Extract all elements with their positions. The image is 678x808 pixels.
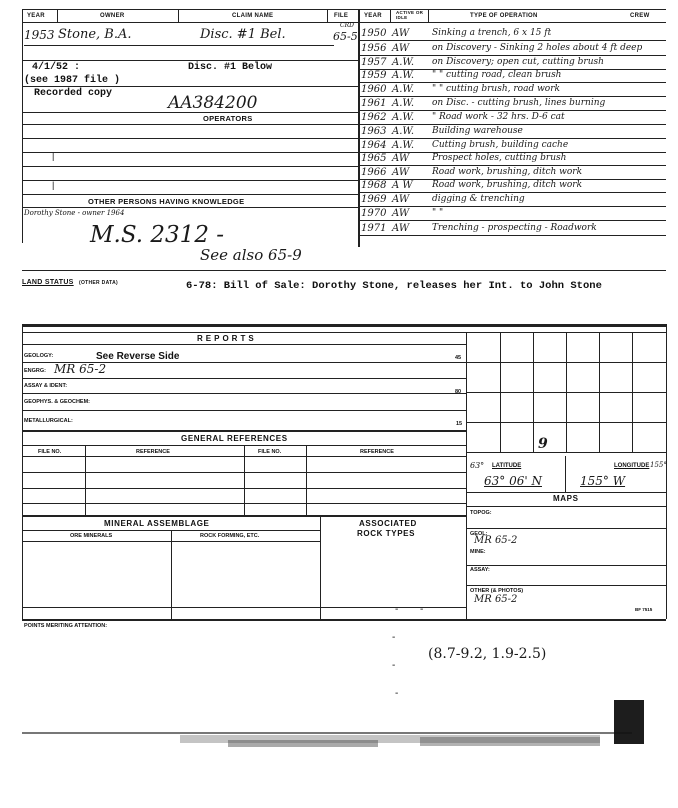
points-note: (8.7-9.2, 1.9-2.5)	[428, 646, 547, 662]
operation-status: A.W.	[392, 70, 415, 81]
row-line	[22, 503, 466, 504]
operation-description: digging & trenching	[432, 194, 525, 204]
operation-status: AW	[392, 28, 410, 39]
scan-line	[22, 732, 632, 734]
header-year-2: YEAR	[364, 13, 382, 19]
row-line	[22, 152, 358, 153]
operation-description: on Disc. - cutting brush, lines burning	[432, 98, 606, 108]
top-border	[22, 9, 666, 10]
land-status-sub: (OTHER DATA)	[79, 280, 118, 286]
gr-reference: REFERENCE	[136, 449, 170, 455]
underline	[24, 45, 334, 46]
operation-status: AW	[392, 153, 410, 164]
operation-row-line	[358, 82, 666, 83]
header-active-idle: ACTIVE OR IDLE	[396, 10, 424, 20]
operation-status: A W	[392, 180, 413, 191]
other-photos-value: MR 65-2	[474, 594, 518, 605]
col-divider	[428, 9, 429, 22]
operation-status: A.W.	[392, 140, 415, 151]
operation-row-line	[358, 220, 666, 221]
land-status-top-line	[22, 270, 666, 271]
right-panel-divider	[466, 332, 467, 619]
operation-description: " " cutting road, clean brush	[432, 70, 562, 80]
maps-title: MAPS	[553, 494, 579, 503]
operation-status: AW	[392, 43, 410, 54]
operation-status: AW	[392, 167, 410, 178]
operation-row-line	[358, 192, 666, 193]
grid-mark: 9	[538, 436, 548, 452]
header-file: FILE	[334, 13, 349, 19]
geophys-label: GEOPHYS. & GEOCHEM:	[24, 399, 91, 405]
engrg-label: ENGRG:	[24, 368, 46, 374]
grid-line	[466, 362, 666, 363]
operation-year: 1950	[361, 28, 387, 39]
row-line	[22, 180, 358, 181]
col-divider	[390, 9, 391, 22]
reports-title-line	[22, 332, 666, 333]
operation-row-line	[358, 165, 666, 166]
operation-year: 1959	[361, 70, 387, 81]
row-line	[22, 194, 358, 195]
other-photos-label: OTHER (& PHOTOS)	[470, 588, 524, 594]
land-status-text: 6-78: Bill of Sale: Dorothy Stone, releases her Int. to John Stone	[186, 280, 602, 292]
row-line	[466, 565, 666, 566]
scan-mark: -	[420, 604, 424, 615]
operation-description: on Discovery; open cut, cutting brush	[432, 57, 604, 67]
col-divider	[320, 515, 321, 619]
longitude-value: 155° W	[580, 474, 626, 488]
claim-file: 65-5	[333, 30, 358, 43]
row-line	[22, 410, 466, 411]
lat-prefix: 63°	[470, 461, 485, 470]
operation-description: " Road work - 32 hrs. D-6 cat	[432, 112, 565, 122]
handwritten-ref: AA384200	[168, 93, 258, 113]
ore-minerals-label: ORE MINERALS	[70, 533, 113, 539]
header-type-operation: TYPE OF OPERATION	[470, 13, 538, 19]
operation-year: 1962	[361, 112, 387, 123]
operation-year: 1971	[361, 223, 387, 234]
claim-name: Disc. #1 Bel.	[200, 27, 286, 42]
operation-row-line	[358, 96, 666, 97]
operation-year: 1957	[361, 57, 387, 68]
gr-file-no-2: FILE NO.	[258, 449, 282, 455]
row-line	[22, 378, 466, 379]
gr-file-no: FILE NO.	[38, 449, 62, 455]
operation-description: Building warehouse	[432, 126, 523, 136]
lon-prefix: 155°	[650, 461, 667, 469]
col-divider	[244, 445, 245, 515]
row-line	[22, 60, 358, 61]
operators-label: OPERATORS	[203, 114, 253, 123]
assoc-rock-title-1: ASSOCIATED	[359, 519, 417, 528]
latitude-value: 63° 06' N	[484, 474, 542, 488]
scan-blot	[614, 700, 644, 744]
claim-file-note: CRD	[340, 22, 354, 29]
row-line	[22, 393, 466, 394]
operation-row-line	[358, 138, 666, 139]
reports-title: REPORTS	[197, 334, 257, 343]
row-line	[466, 585, 666, 586]
topog-label: TOPOG:	[470, 510, 492, 516]
metallurgical-label: METALLURGICAL:	[24, 418, 73, 424]
operation-year: 1970	[361, 208, 387, 219]
assoc-rock-title-2: ROCK TYPES	[357, 529, 416, 538]
row-line	[22, 86, 358, 87]
claim-owner: Stone, B.A.	[58, 27, 132, 42]
operation-description: Trenching - prospecting - Roadwork	[432, 223, 597, 233]
geol-value: MR 65-2	[474, 535, 518, 546]
typed-see-file: (see 1987 file )	[24, 75, 121, 86]
header-claim-name: CLAIM NAME	[232, 13, 274, 19]
row-line	[22, 607, 466, 608]
operation-description: " "	[432, 208, 444, 218]
col-divider	[178, 9, 179, 22]
gr-reference-2: REFERENCE	[360, 449, 394, 455]
operation-status: A.W.	[392, 57, 415, 68]
engrg-value: MR 65-2	[54, 362, 107, 376]
operation-status: AW	[392, 208, 410, 219]
operation-year: 1964	[361, 140, 387, 151]
margin-num-3: 15	[456, 421, 463, 427]
operation-row-line	[358, 40, 666, 41]
right-border-lower	[666, 324, 667, 619]
row-line	[22, 207, 358, 208]
mine-label: MINE:	[470, 549, 486, 555]
grid-line	[466, 452, 666, 453]
margin-num-2: 80	[455, 389, 462, 395]
col-divider	[171, 530, 172, 619]
see-also-note: See also 65-9	[200, 246, 302, 264]
scan-noise	[420, 737, 600, 746]
row-line	[22, 344, 466, 345]
operation-status: AW	[392, 223, 410, 234]
operators-top-line	[22, 112, 358, 113]
tick-mark: |	[52, 180, 55, 190]
survey-note: M.S. 2312 -	[90, 222, 225, 248]
operation-description: Prospect holes, cutting brush	[432, 153, 567, 163]
latitude-label: LATITUDE	[492, 463, 522, 469]
reports-top-border	[22, 324, 666, 327]
scan-noise	[228, 740, 378, 747]
geol-label: GEOL:	[470, 531, 488, 537]
form-number: BF 7515	[635, 607, 653, 612]
grid-line	[466, 422, 666, 423]
points-label: POINTS MERITING ATTENTION:	[24, 623, 108, 629]
row-line	[22, 124, 358, 125]
margin-num-1: 45	[455, 355, 462, 361]
grid-line	[466, 392, 666, 393]
operation-year: 1956	[361, 43, 387, 54]
operation-year: 1969	[361, 194, 387, 205]
scan-mark: -	[392, 660, 396, 671]
other-persons-label: OTHER PERSONS HAVING KNOWLEDGE	[88, 197, 245, 206]
operation-year: 1965	[361, 153, 387, 164]
row-line	[466, 528, 666, 529]
col-divider	[306, 445, 307, 515]
row-line	[466, 492, 666, 493]
operation-status: A.W.	[392, 126, 415, 137]
operation-description: on Discovery - Sinking 2 holes about 4 ft deep	[432, 43, 643, 53]
operation-status: A.W.	[392, 98, 415, 109]
geology-label: GEOLOGY:	[24, 353, 54, 359]
row-line	[22, 515, 466, 517]
other-persons-entry: Dorothy Stone - owner 1964	[24, 209, 125, 217]
typed-recorded-copy: Recorded copy	[34, 88, 113, 99]
longitude-label: LONGITUDE	[614, 463, 650, 469]
col-divider	[327, 9, 328, 22]
bottom-border-lower	[22, 619, 666, 621]
operation-year: 1961	[361, 98, 387, 109]
mineral-assemblage-title: MINERAL ASSEMBLAGE	[104, 519, 210, 528]
operation-status: A.W.	[392, 112, 415, 123]
operation-description: Road work, brushing, ditch work	[432, 167, 583, 177]
col-divider	[85, 445, 86, 515]
row-line	[22, 166, 358, 167]
col-divider	[565, 456, 566, 492]
row-line	[22, 472, 466, 473]
center-divider	[358, 9, 360, 247]
operation-description: " " cutting brush, road work	[432, 84, 560, 94]
claim-year: 1953	[24, 28, 55, 42]
operation-row-line	[358, 55, 666, 56]
operation-status: AW	[392, 194, 410, 205]
header-crew: CREW	[630, 13, 650, 19]
tick-mark: |	[52, 151, 55, 161]
assay-label: ASSAY & IDENT:	[24, 383, 68, 389]
assay-map-label: ASSAY:	[470, 567, 490, 573]
typed-date: 4/1/52 :	[32, 62, 81, 73]
operation-row-line	[358, 235, 666, 236]
operation-row-line	[358, 206, 666, 207]
scan-mark: -	[395, 604, 399, 615]
row-line	[22, 430, 466, 432]
operation-year: 1966	[361, 167, 387, 178]
operation-status: A.W.	[392, 84, 415, 95]
header-owner: OWNER	[100, 13, 125, 19]
row-line	[22, 488, 466, 489]
row-line	[22, 138, 358, 139]
operation-row-line	[358, 124, 666, 125]
scan-mark: -	[392, 632, 396, 643]
row-line	[466, 506, 666, 507]
operation-year: 1968	[361, 180, 387, 191]
land-status-label: LAND STATUS	[22, 279, 74, 286]
rock-forming-label: ROCK FORMING, ETC.	[200, 533, 260, 539]
header-year: YEAR	[27, 13, 45, 19]
operation-description: Cutting brush, building cache	[432, 140, 569, 150]
operation-description: Sinking a trench, 6 x 15 ft	[432, 28, 552, 38]
typed-disc-below: Disc. #1 Below	[188, 62, 273, 73]
operation-description: Road work, brushing, ditch work	[432, 180, 583, 190]
operation-row-line	[358, 110, 666, 111]
operation-year: 1963	[361, 126, 387, 137]
general-references-title: GENERAL REFERENCES	[181, 434, 288, 443]
col-divider	[57, 9, 58, 22]
geology-value: See Reverse Side	[96, 351, 180, 362]
operation-year: 1960	[361, 84, 387, 95]
scan-mark: -	[395, 688, 399, 699]
